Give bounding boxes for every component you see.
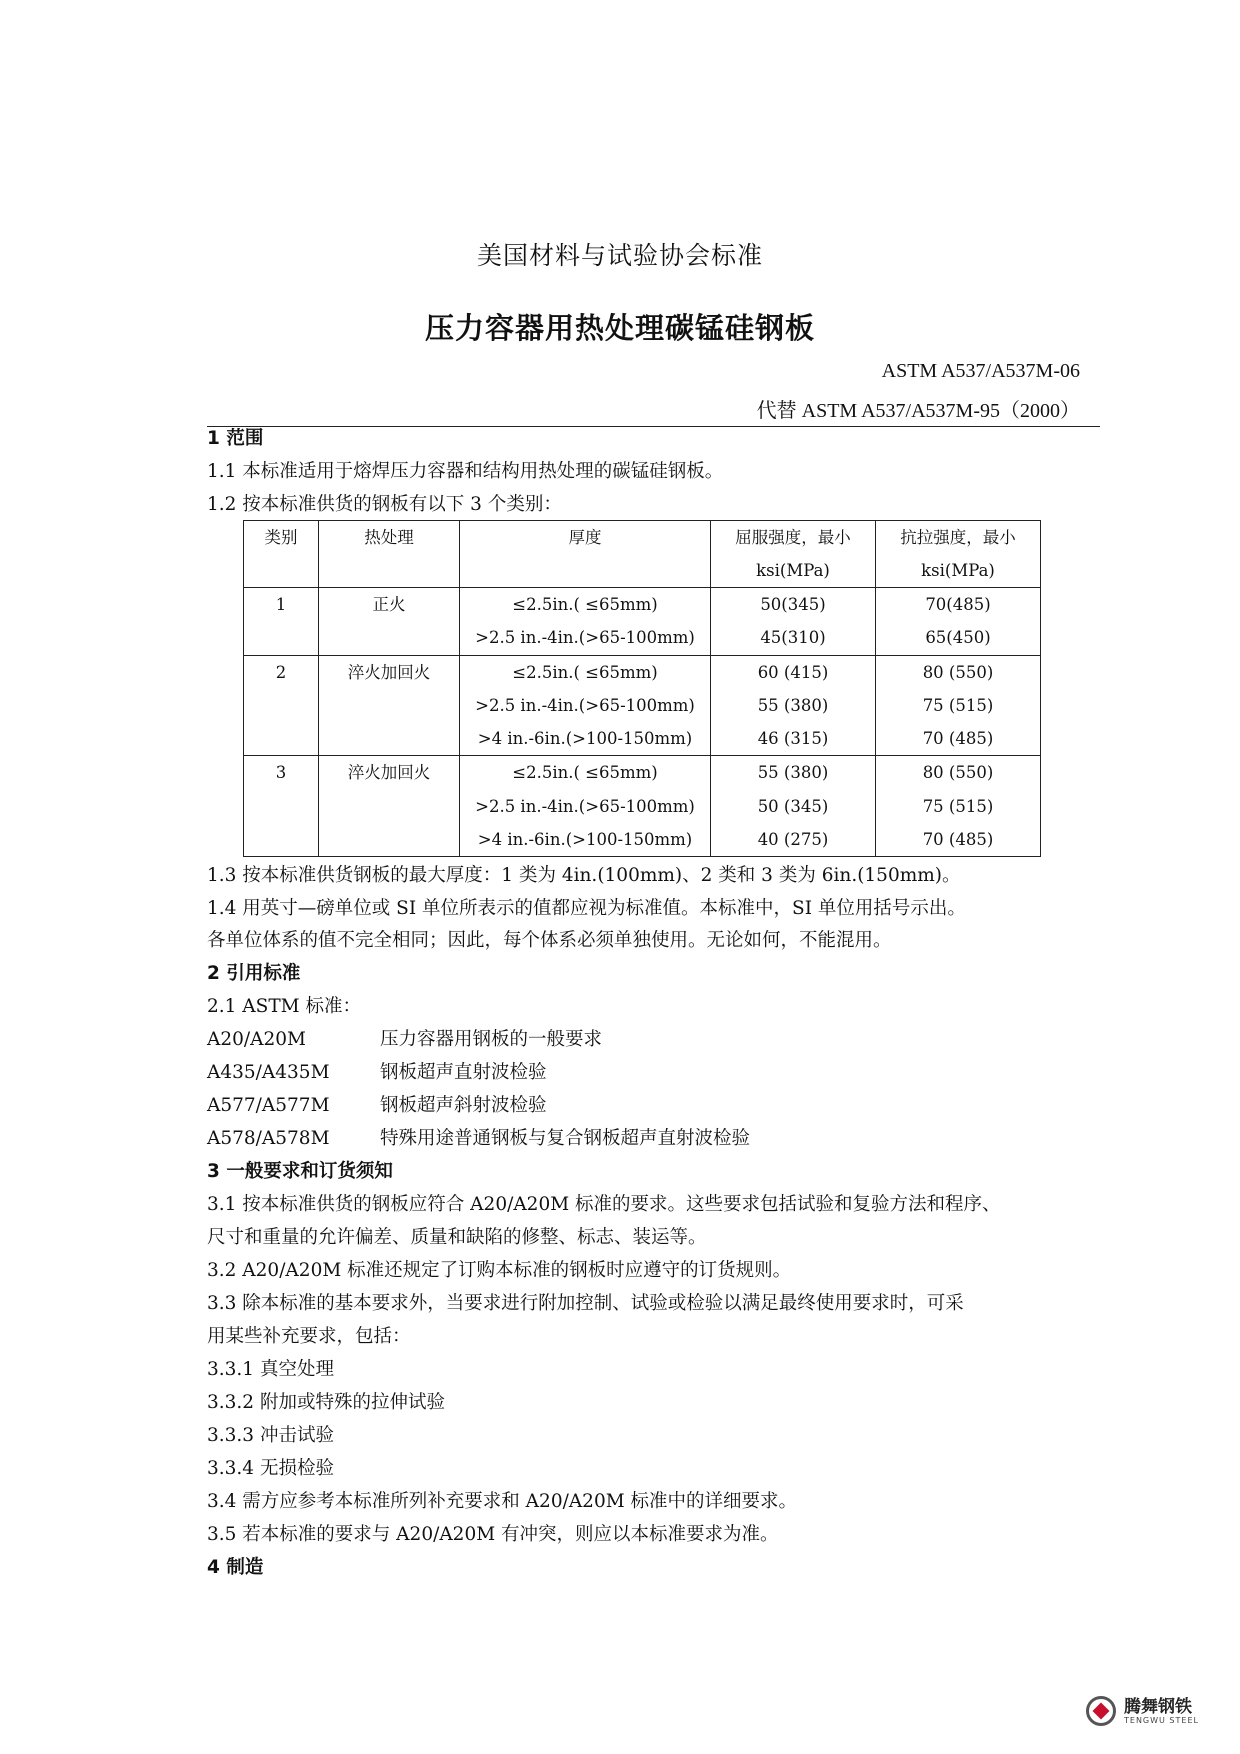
paragraph-3-1-continued: 尺寸和重量的允许偏差、质量和缺陷的修整、标志、装运等。 [207, 1227, 707, 1248]
section-3-heading: 3 一般要求和订货须知 [207, 1161, 393, 1182]
paragraph-1-4: 1.4 用英寸—磅单位或 SI 单位所表示的值都应视为标准值。本标准中，SI 单位用括号示出。 [207, 898, 966, 919]
cell-class: 3 [244, 756, 319, 857]
section-1-heading: 1 范围 [207, 428, 264, 449]
steel-class-table [243, 520, 1041, 857]
logo-text: 腾舞钢铁 [1124, 1697, 1192, 1717]
paragraph-2-1: 2.1 ASTM 标准： [207, 996, 361, 1017]
logo-subtext: TENGWU STEEL [1124, 1716, 1199, 1725]
table-row [244, 756, 1041, 857]
cell-thickness: ≤2.5in.( ≤65mm) >2.5 in.-4in.(>65-100mm) [460, 588, 711, 656]
header-tensile-strength: 抗拉强度，最小 ksi(MPa) [876, 521, 1041, 588]
paragraph-3-4: 3.4 需方应参考本标准所列补充要求和 A20/A20M 标准中的详细要求。 [207, 1491, 798, 1512]
paragraph-3-3-3: 3.3.3 冲击试验 [207, 1425, 334, 1446]
standard-number: ASTM A537/A537M-06 [881, 360, 1080, 382]
paragraph-1-3: 1.3 按本标准供货钢板的最大厚度：1 类为 4in.(100mm)、2 类和 3 类为 6in.(150mm)。 [207, 865, 961, 886]
logo-mark-icon [1086, 1696, 1116, 1726]
cell-heat-treatment: 淬火加回火 [319, 655, 460, 756]
paragraph-3-3-2: 3.3.2 附加或特殊的拉伸试验 [207, 1392, 445, 1413]
cell-tensile: 70(485) 65(450) [876, 588, 1041, 656]
section-4-heading: 4 制造 [207, 1557, 264, 1578]
paragraph-1-4-continued: 各单位体系的值不完全相同；因此，每个体系必须单独使用。无论如何，不能混用。 [207, 930, 892, 951]
reference-description: 压力容器用钢板的一般要求 [380, 1029, 603, 1050]
reference-code: A435/A435M [207, 1062, 330, 1083]
reference-description: 特殊用途普通钢板与复合钢板超声直射波检验 [380, 1128, 751, 1149]
paragraph-3-2: 3.2 A20/A20M 标准还规定了订购本标准的钢板时应遵守的订货规则。 [207, 1260, 792, 1281]
cell-tensile: 80 (550) 75 (515) 70 (485) [876, 655, 1041, 756]
cell-heat-treatment: 淬火加回火 [319, 756, 460, 857]
header-divider [207, 426, 1100, 427]
cell-yield: 50(345) 45(310) [711, 588, 876, 656]
reference-code: A577/A577M [207, 1095, 330, 1116]
header-thickness: 厚度 [460, 521, 711, 588]
replaces-standard: 代替 ASTM A537/A537M-95（2000） [756, 400, 1080, 422]
header-heat-treatment: 热处理 [319, 521, 460, 588]
cell-heat-treatment: 正火 [319, 588, 460, 656]
cell-thickness: ≤2.5in.( ≤65mm) >2.5 in.-4in.(>65-100mm) >4 in.-6in.(>100-150mm) [460, 756, 711, 857]
document-title: 压力容器用热处理碳锰硅钢板 [424, 311, 815, 345]
table-header-row [244, 521, 1041, 588]
section-2-heading: 2 引用标准 [207, 963, 301, 984]
table-row [244, 655, 1041, 756]
paragraph-3-5: 3.5 若本标准的要求与 A20/A20M 有冲突，则应以本标准要求为准。 [207, 1524, 779, 1545]
table-row [244, 588, 1041, 656]
reference-description: 钢板超声直射波检验 [380, 1062, 547, 1083]
paragraph-3-3-4: 3.3.4 无损检验 [207, 1458, 334, 1479]
paragraph-3-3-1: 3.3.1 真空处理 [207, 1359, 334, 1380]
cell-thickness: ≤2.5in.( ≤65mm) >2.5 in.-4in.(>65-100mm) >4 in.-6in.(>100-150mm) [460, 655, 711, 756]
company-logo [1086, 1692, 1206, 1732]
paragraph-3-3-continued: 用某些补充要求，包括： [207, 1326, 411, 1347]
cell-yield: 55 (380) 50 (345) 40 (275) [711, 756, 876, 857]
cell-class: 2 [244, 655, 319, 756]
reference-code: A20/A20M [207, 1029, 306, 1050]
header-class: 类别 [244, 521, 319, 588]
organization-title: 美国材料与试验协会标准 [476, 241, 763, 270]
cell-tensile: 80 (550) 75 (515) 70 (485) [876, 756, 1041, 857]
reference-code: A578/A578M [207, 1128, 330, 1149]
paragraph-3-3: 3.3 除本标准的基本要求外，当要求进行附加控制、试验或检验以满足最终使用要求时，可采 [207, 1293, 964, 1314]
paragraph-1-2: 1.2 按本标准供货的钢板有以下 3 个类别： [207, 494, 562, 515]
paragraph-1-1: 1.1 本标准适用于熔焊压力容器和结构用热处理的碳锰硅钢板。 [207, 461, 724, 482]
header-yield-strength: 屈服强度，最小 ksi(MPa) [711, 521, 876, 588]
paragraph-3-1: 3.1 按本标准供货的钢板应符合 A20/A20M 标准的要求。这些要求包括试验和复验方法和程序、 [207, 1194, 1001, 1215]
reference-description: 钢板超声斜射波检验 [380, 1095, 547, 1116]
cell-yield: 60 (415) 55 (380) 46 (315) [711, 655, 876, 756]
cell-class: 1 [244, 588, 319, 656]
